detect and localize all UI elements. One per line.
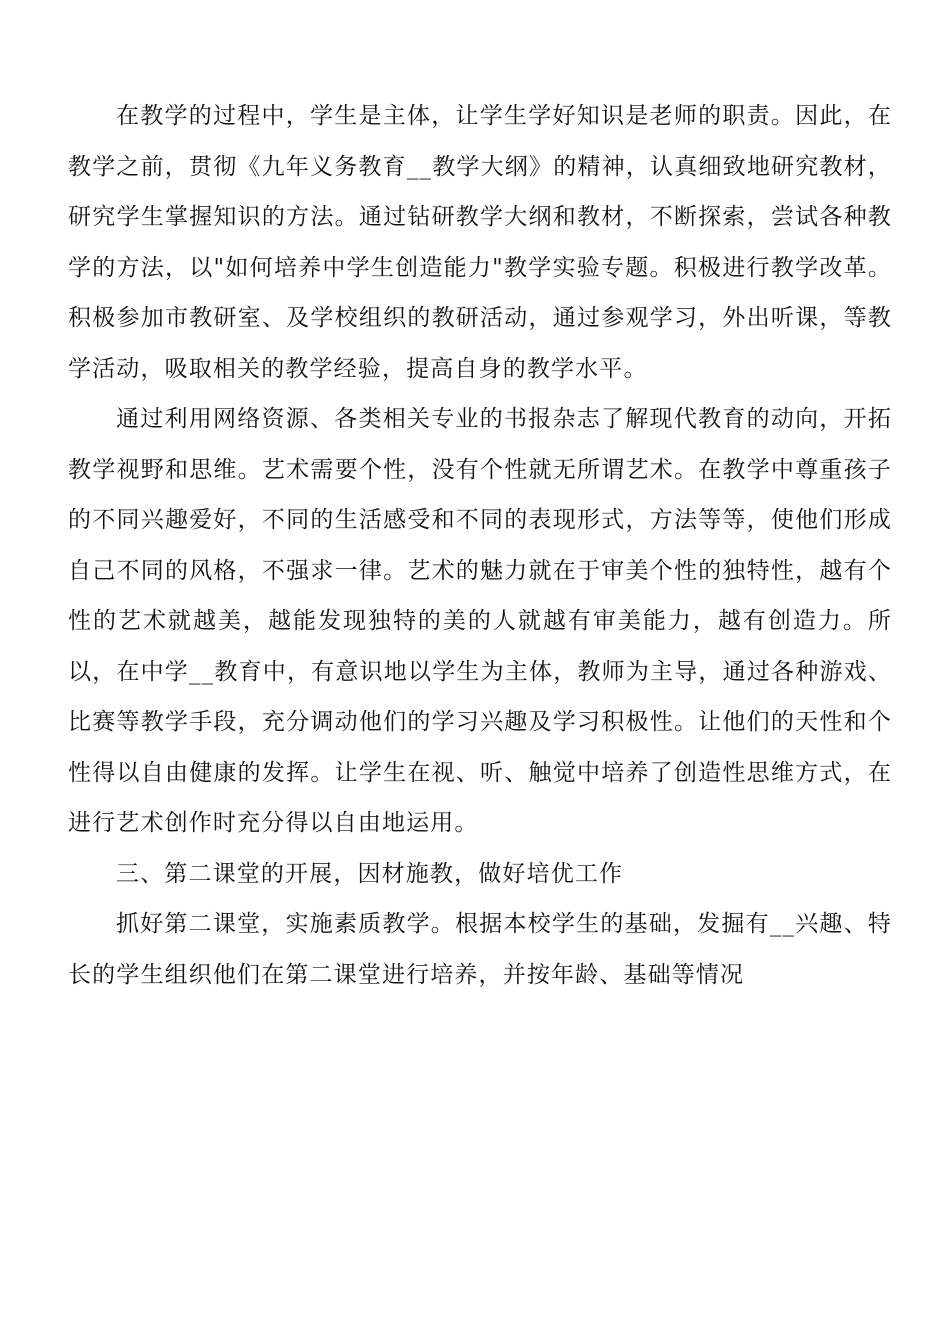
- document-page: [68, 91, 892, 1000]
- section-heading: 三、第二课堂的开展，因材施教，做好培优工作: [116, 860, 624, 887]
- paragraph-1: 在教学的过程中，学生是主体，让学生学好知识是老师的职责。因此，在教学之前，贯彻《九年义务教育__教学大纲》的精神，认真细致地研究教材，研究学生掌握知识的方法。通过钻研教学大纲和教材，不断探索，尝试各种教学的方法，以"如何培养中学生创造能力"教学实验专题。积极进行教学改革。积极参加市教研室、及学校组织的教研活动，通过参观学习，外出听课，等教学活动，吸取相关的教学经验，提高自身的教学水平。: [68, 103, 892, 382]
- paragraph-3: 抓好第二课堂，实施素质教学。根据本校学生的基础，发掘有__兴趣、特长的学生组织他们在第二课堂进行培养，并按年龄、基础等情况: [68, 911, 892, 988]
- paragraph-2: 通过利用网络资源、各类相关专业的书报杂志了解现代教育的动向，开拓教学视野和思维。艺术需要个性，没有个性就无所谓艺术。在教学中尊重孩子的不同兴趣爱好，不同的生活感受和不同的表现形式，方法等等，使他们形成自己不同的风格，不强求一律。艺术的魅力就在于审美个性的独特性，越有个性的艺术就越美，越能发现独特的美的人就越有审美能力，越有创造力。所以，在中学__教育中，有意识地以学生为主体，教师为主导，通过各种游戏、比赛等教学手段，充分调动他们的学习兴趣及学习积极性。让他们的天性和个性得以自由健康的发挥。让学生在视、听、触觉中培养了创造性思维方式，在进行艺术创作时充分得以自由地运用。: [68, 406, 892, 836]
